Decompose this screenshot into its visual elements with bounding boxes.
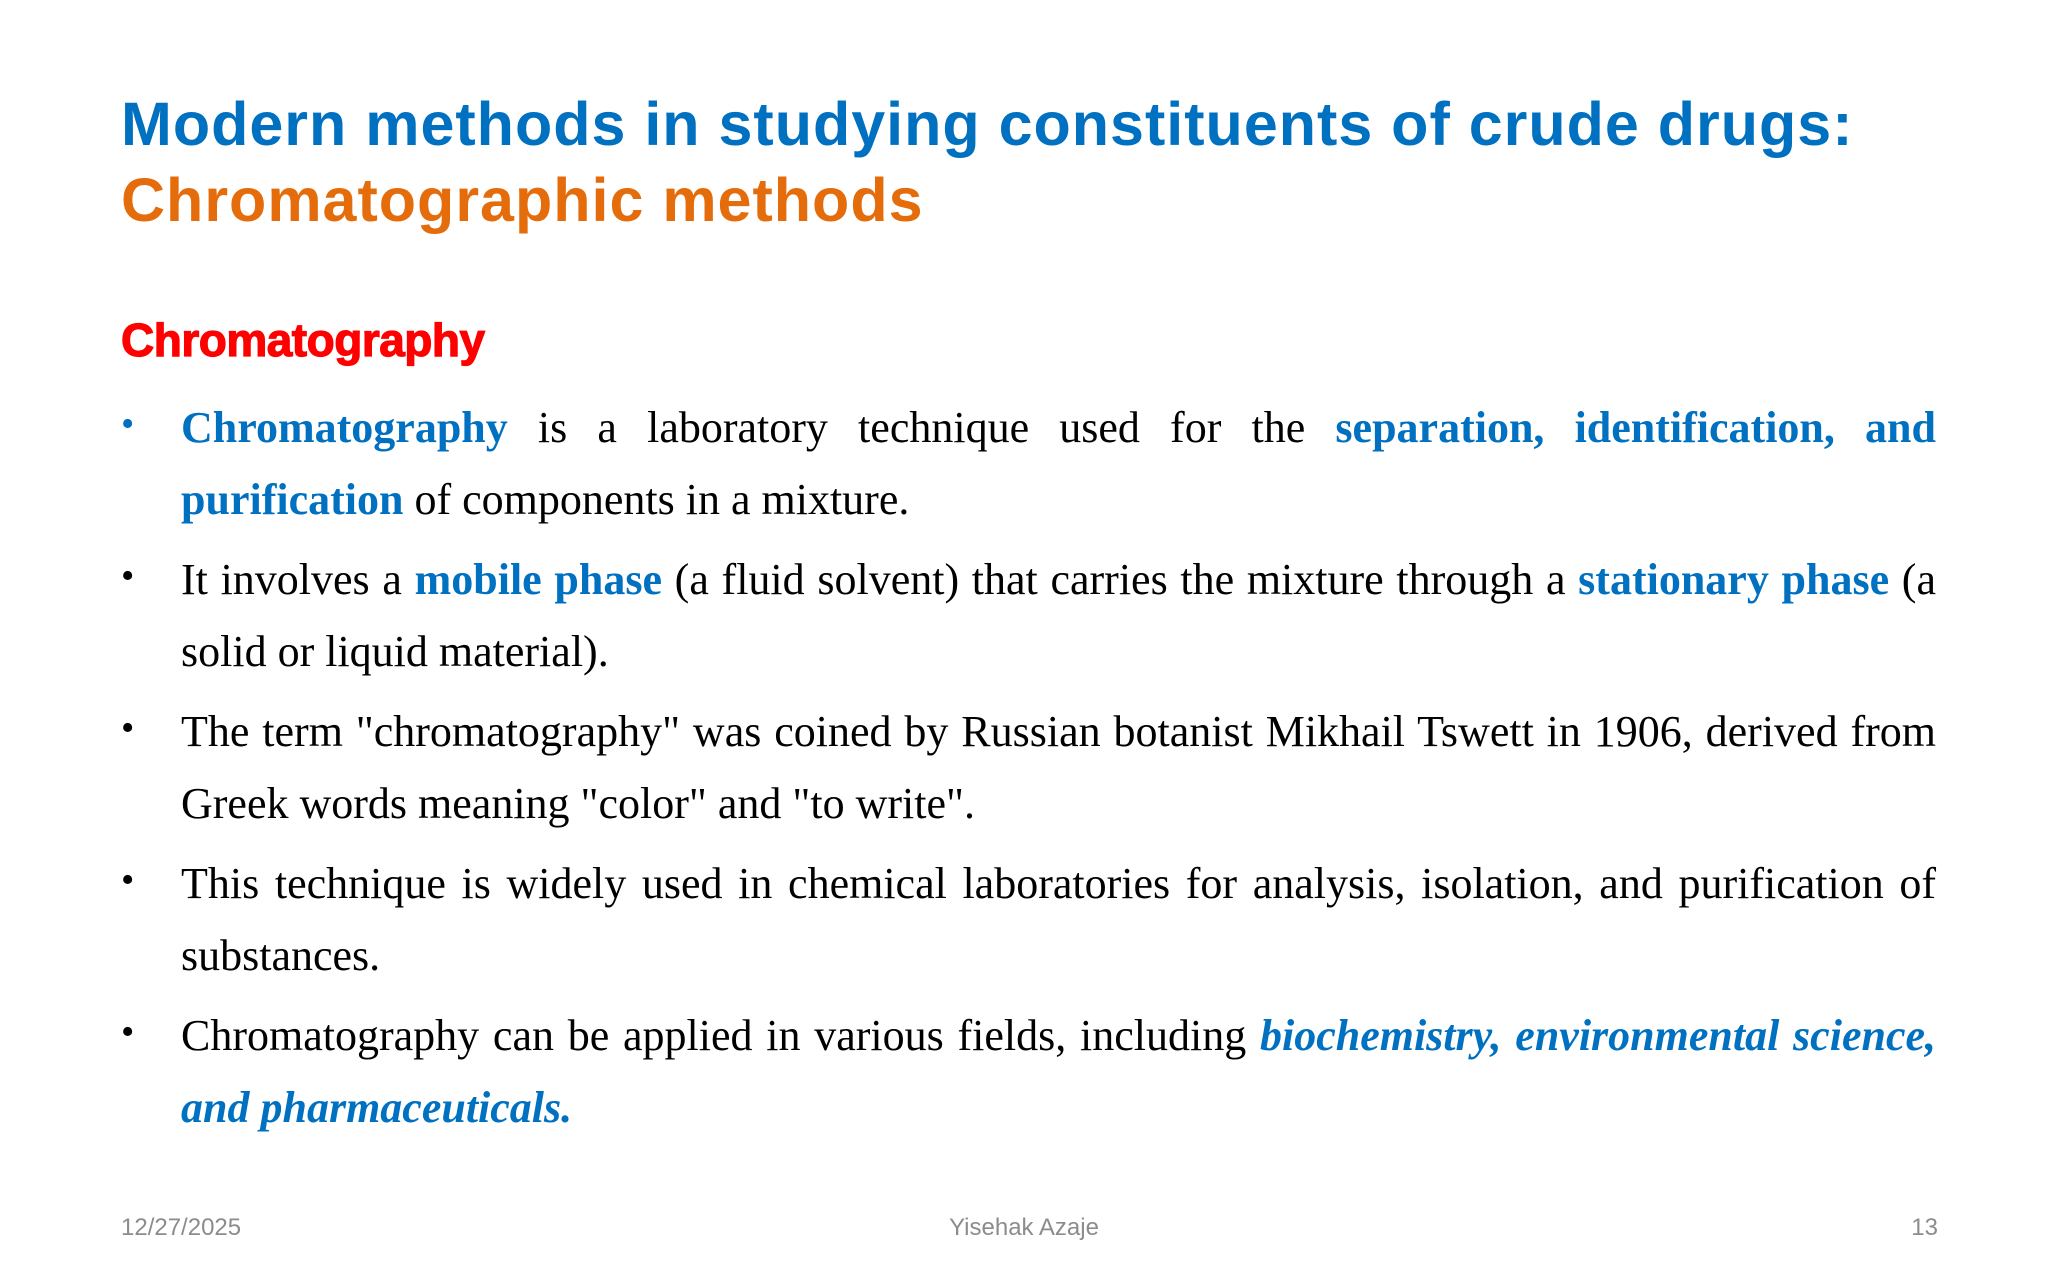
highlight-term: mobile phase [414, 555, 662, 604]
bullet-text: The term "chromatography" was coined by Russian botanist Mikhail Tswett in 1906, derived from Greek words meaning "color" and "to write". [181, 707, 1936, 828]
title-main: Modern methods in studying constituents of crude drugs: [121, 90, 1854, 158]
bullet-item [121, 1000, 1936, 1144]
highlight-term: stationary phase [1578, 555, 1890, 604]
bullet-text: It involves a [181, 555, 415, 604]
bullet-dot-icon: • [121, 707, 135, 749]
bullet-text: (a fluid solvent) that carries the mixture through a [661, 555, 1579, 604]
bullet-text: This technique is widely used in chemical laboratories for analysis, isolation, and purification of substances. [181, 859, 1936, 980]
bullet-text: of components in a mixture. [403, 475, 910, 524]
bullet-text: Chromatography can be applied in various fields, including [181, 1011, 1260, 1060]
footer-date: 12/27/2025 [121, 1214, 242, 1241]
highlight-term: biochemistry, environmental science, and pharmaceuticals. [181, 1011, 1936, 1132]
bullet-item [121, 544, 1936, 688]
highlight-term: Chromatography [181, 403, 508, 452]
footer-author: Yisehak Azaje [949, 1214, 1099, 1241]
bullet-dot-icon: • [121, 859, 135, 901]
bullet-list [121, 392, 1936, 1152]
highlight-term: separation, identification, and purification [181, 403, 1936, 524]
section-heading: Chromatography [121, 314, 485, 366]
bullet-dot-icon: • [121, 403, 135, 445]
bullet-text: (a solid or liquid material). [181, 555, 1936, 676]
bullet-item [121, 848, 1936, 992]
slide-number: 13 [1911, 1214, 1938, 1241]
slide-title [121, 86, 1921, 238]
bullet-text: is a laboratory technique used for the [507, 403, 1336, 452]
bullet-dot-icon: • [121, 555, 135, 597]
bullet-dot-icon: • [121, 1011, 135, 1053]
title-accent: Chromatographic methods [121, 166, 924, 234]
bullet-item [121, 392, 1936, 536]
bullet-item [121, 696, 1936, 840]
